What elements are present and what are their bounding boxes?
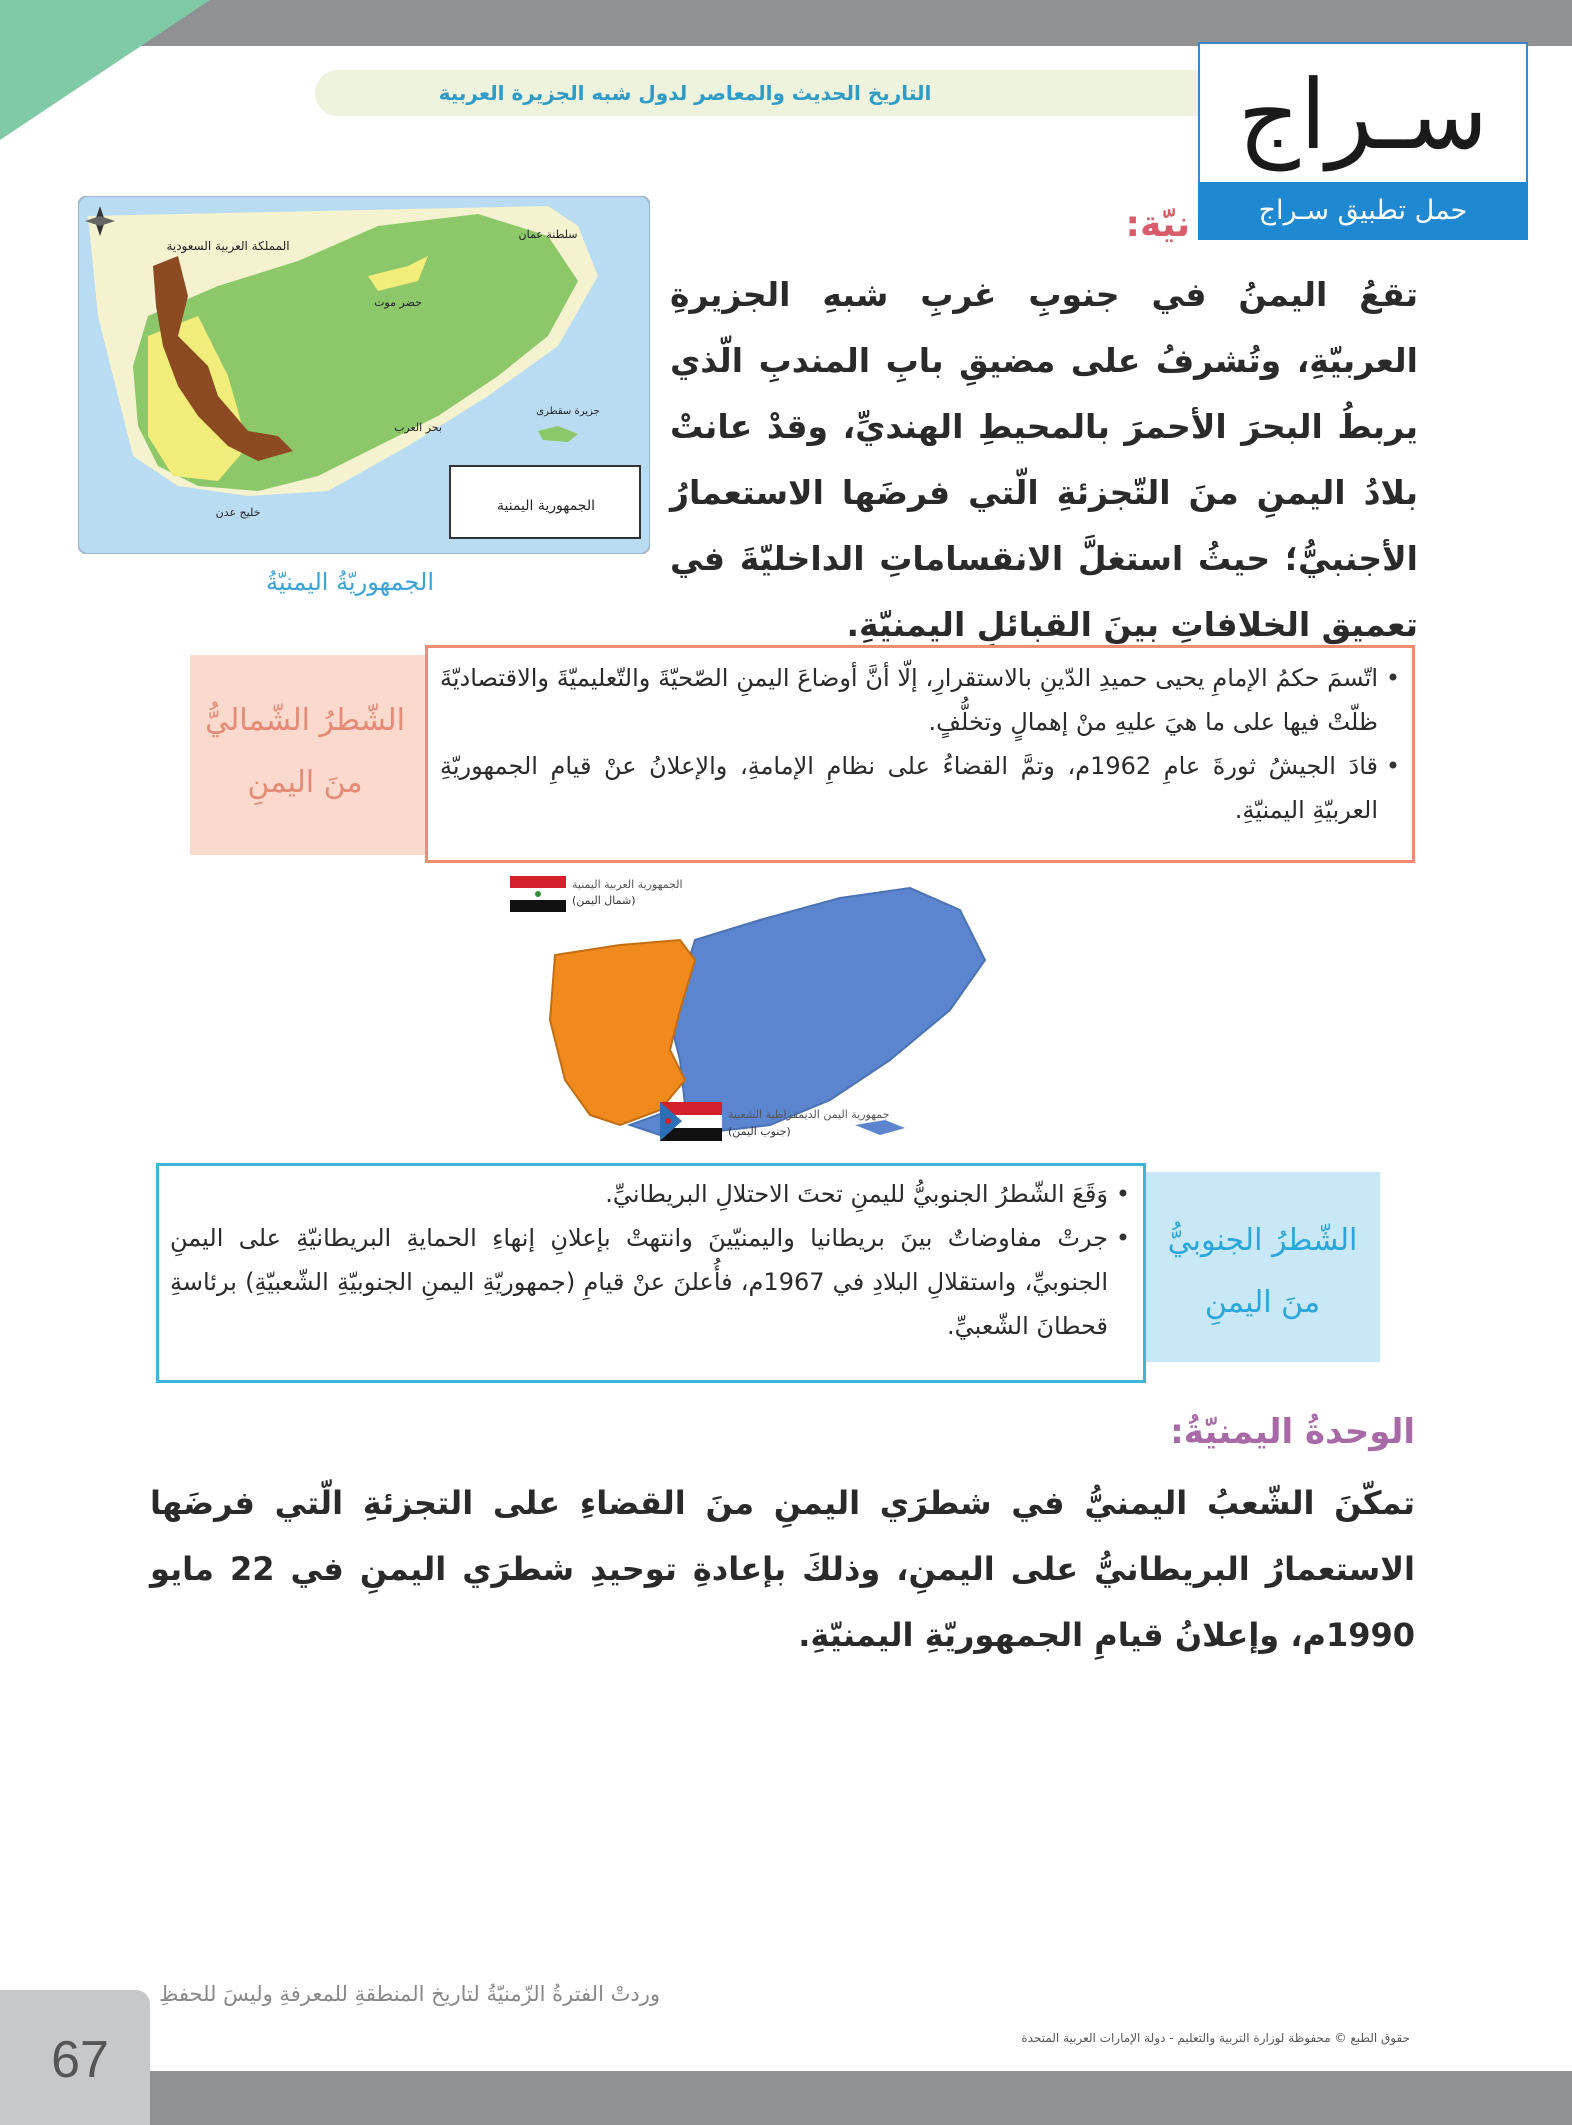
north-title-line2: منَ اليمنِ <box>247 765 363 800</box>
list-item: • جرتْ مفاوضاتٌ بينَ بريطانيا واليمنيّينَ وانتهتْ بإعلانِ إنهاءِ الحمايةِ البريطانيّةِ على اليمنِ الجنوبيِّ، واستقلالِ البلادِ في 1967م، فأُعلنَ عنْ قيامِ (جمهوريّةِ اليمنِ الجنوبيّةِ الشّعبيّةِ) برئاسةِ قحطانَ الشّعبيِّ. <box>170 1216 1108 1348</box>
unity-heading: الوحدةُ اليمنيّةُ: <box>1170 1412 1415 1452</box>
north-bullet-list <box>440 656 1400 832</box>
north-yemen-sublabel: (شمال اليمن) <box>572 894 636 907</box>
top-bar <box>0 0 1572 46</box>
corner-decoration <box>0 0 210 140</box>
north-yemen-shape <box>550 940 695 1125</box>
list-item: • اتّسمَ حكمُ الإمامِ يحيى حميدِ الدّينِ بالاستقرارِ، إلّا أنَّ أوضاعَ اليمنِ الصّحيّةَ والتّعليميّةَ والاقتصاديّةَ ظلّتْ فيها على ما هيَ عليهِ منْ إهمالٍ وتخلُّفٍ. <box>440 656 1378 744</box>
page-number: 67 <box>51 2031 109 2089</box>
intro-paragraph: تقعُ اليمنُ في جنوبِ غربِ شبهِ الجزيرةِ العربيّةِ، وتُشرفُ على مضيقِ بابِ المندبِ الّذي يربطُ البحرَ الأحمرَ بالمحيطِ الهنديِّ، وقدْ عانتْ بلادُ اليمنِ منَ التّجزئةِ الّتي فرضَها الاستعمارُ الأجنبيُّ؛ حيثُ استغلَّ الانقساماتِ الداخليّةَ في تعميقِ الخلافاتِ بينَ القبائلِ اليمنيّةِ. <box>670 275 1418 644</box>
map-label-arabian-sea: بحر العرب <box>394 421 442 434</box>
north-yemen-label: الجمهورية العربية اليمنية <box>572 878 683 891</box>
map-label-socotra: جزيرة سقطرى <box>536 406 600 417</box>
south-yemen-shape <box>630 888 985 1135</box>
list-item: • وَقَعَ الشّطرُ الجنوبيُّ لليمنِ تحتَ الاحتلالِ البريطانيِّ. <box>170 1172 1108 1216</box>
yemen-divided-map <box>510 870 1030 1150</box>
socotra-shape <box>855 1120 905 1135</box>
logo-word: سـراج <box>1237 59 1489 171</box>
copyright-notice: حقوق الطبع © محفوظة لوزارة التربية والتعليم - دولة الإمارات العربية المتحدة <box>1021 2031 1410 2045</box>
south-title-line2: منَ اليمنِ <box>1204 1285 1321 1320</box>
footnote: وردتْ الفترةُ الزّمنيّةُ لتاريخ المنطقةِ للمعرفةِ وليسَ للحفظِ <box>158 1982 660 2006</box>
south-yemen-sublabel: (جنوب اليمن) <box>728 1125 791 1138</box>
logo-subtitle[interactable]: حمل تطبيق سـراج <box>1258 195 1468 226</box>
map-label-hadramaut: حضر موت <box>374 296 422 309</box>
section-heading-fragment: نيّة: <box>1125 204 1190 245</box>
map-label-oman: سلطنة عمان <box>518 228 578 241</box>
bottom-bar <box>0 2071 1572 2125</box>
list-item: • قادَ الجيشُ ثورةَ عامِ 1962م، وتمَّ القضاءُ على نظامِ الإمامةِ، والإعلانُ عنْ قيامِ الجمهوريّةِ العربيّةِ اليمنيّةِ. <box>440 744 1378 832</box>
north-section-title <box>200 690 410 814</box>
unity-paragraph: تمكّنَ الشّعبُ اليمنيُّ في شطرَي اليمنِ منَ القضاءِ على التجزئةِ الّتي فرضَها الاستعمارُ البريطانيُّ على اليمنِ، وذلكَ بإعادةِ توحيدِ شطرَي اليمنِ في 22 مايو 1990م، وإعلانُ قيامِ الجمهوريّةِ اليمنيّةِ. <box>150 1484 1416 1654</box>
map-label-gulf-aden: خليج عدن <box>215 506 261 519</box>
map-label-saudi: المملكة العربية السعودية <box>166 239 290 253</box>
north-yemen-flag-icon <box>510 876 566 912</box>
north-title-line1: الشّطرُ الشّماليُّ <box>205 703 405 738</box>
south-title-line1: الشّطرُ الجنوبيُّ <box>1167 1223 1358 1258</box>
map-caption: الجمهوريّةُ اليمنيّةُ <box>265 568 435 596</box>
south-yemen-label: جمهورية اليمن الديمقراطية الشعبية <box>728 1108 890 1121</box>
chapter-title: التاريخ الحديث والمعاصر لدول شبه الجزيرة العربية <box>438 81 932 105</box>
map-legend-label: الجمهورية اليمنية <box>496 498 596 514</box>
yemen-physical-map <box>78 196 650 554</box>
south-section-title <box>1150 1210 1375 1334</box>
south-yemen-flag-icon <box>660 1102 722 1141</box>
south-bullet-list <box>170 1172 1130 1348</box>
